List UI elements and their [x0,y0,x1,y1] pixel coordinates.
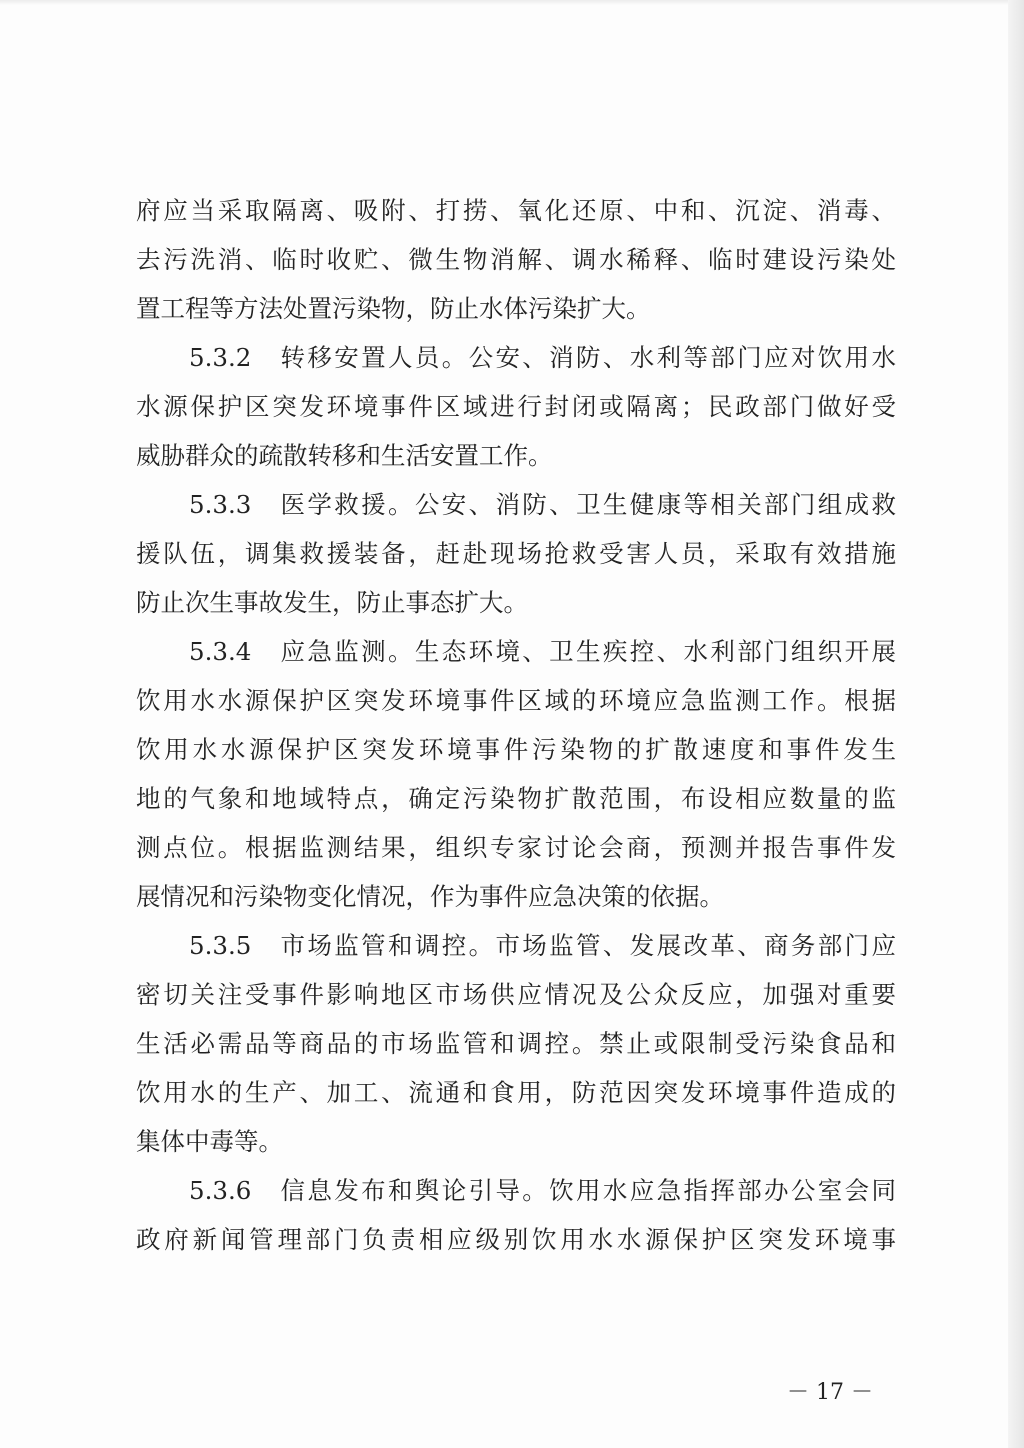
body-line: 饮用水水源保护区突发环境事件区域的环境应急监测工作。根据 [136,686,896,715]
page-number: － 17 － [787,1380,873,1405]
body-line: 援队伍，调集救援装备，赶赴现场抢救受害人员，采取有效措施 [136,539,896,568]
scan-edge-top [0,0,1024,5]
body-line: 政府新闻管理部门负责相应级别饮用水水源保护区突发环境事 [136,1225,896,1254]
scan-edge-right [1008,0,1024,1448]
body-line: 测点位。根据监测结果，组织专家讨论会商，预测并报告事件发 [136,833,896,862]
section-line-5-3-5: 5.3.5 市场监管和调控。市场监管、发展改革、商务部门应 [189,931,896,960]
body-line: 生活必需品等商品的市场监管和调控。禁止或限制受污染食品和 [136,1029,896,1058]
body-line: 密切关注受事件影响地区市场供应情况及公众反应，加强对重要 [136,980,896,1009]
body-line: 集体中毒等。 [136,1127,283,1156]
body-line: 威胁群众的疏散转移和生活安置工作。 [136,441,553,470]
body-line: 防止次生事故发生，防止事态扩大。 [136,588,528,617]
body-line: 水源保护区突发环境事件区域进行封闭或隔离；民政部门做好受 [136,392,896,421]
body-line: 置工程等方法处置污染物，防止水体污染扩大。 [136,294,651,323]
section-line-5-3-4: 5.3.4 应急监测。生态环境、卫生疾控、水利部门组织开展 [189,637,896,666]
body-line: 展情况和污染物变化情况，作为事件应急决策的依据。 [136,882,724,911]
section-line-5-3-3: 5.3.3 医学救援。公安、消防、卫生健康等相关部门组成救 [189,490,896,519]
section-line-5-3-6: 5.3.6 信息发布和舆论引导。饮用水应急指挥部办公室会同 [189,1176,896,1205]
body-line: 饮用水水源保护区突发环境事件污染物的扩散速度和事件发生 [136,735,896,764]
body-line: 地的气象和地域特点，确定污染物扩散范围，布设相应数量的监 [136,784,896,813]
body-line: 去污洗消、临时收贮、微生物消解、调水稀释、临时建设污染处 [136,245,896,274]
body-line: 府应当采取隔离、吸附、打捞、氧化还原、中和、沉淀、消毒、 [136,196,896,225]
section-line-5-3-2: 5.3.2 转移安置人员。公安、消防、水利等部门应对饮用水 [189,343,896,372]
body-line: 饮用水的生产、加工、流通和食用，防范因突发环境事件造成的 [136,1078,896,1107]
